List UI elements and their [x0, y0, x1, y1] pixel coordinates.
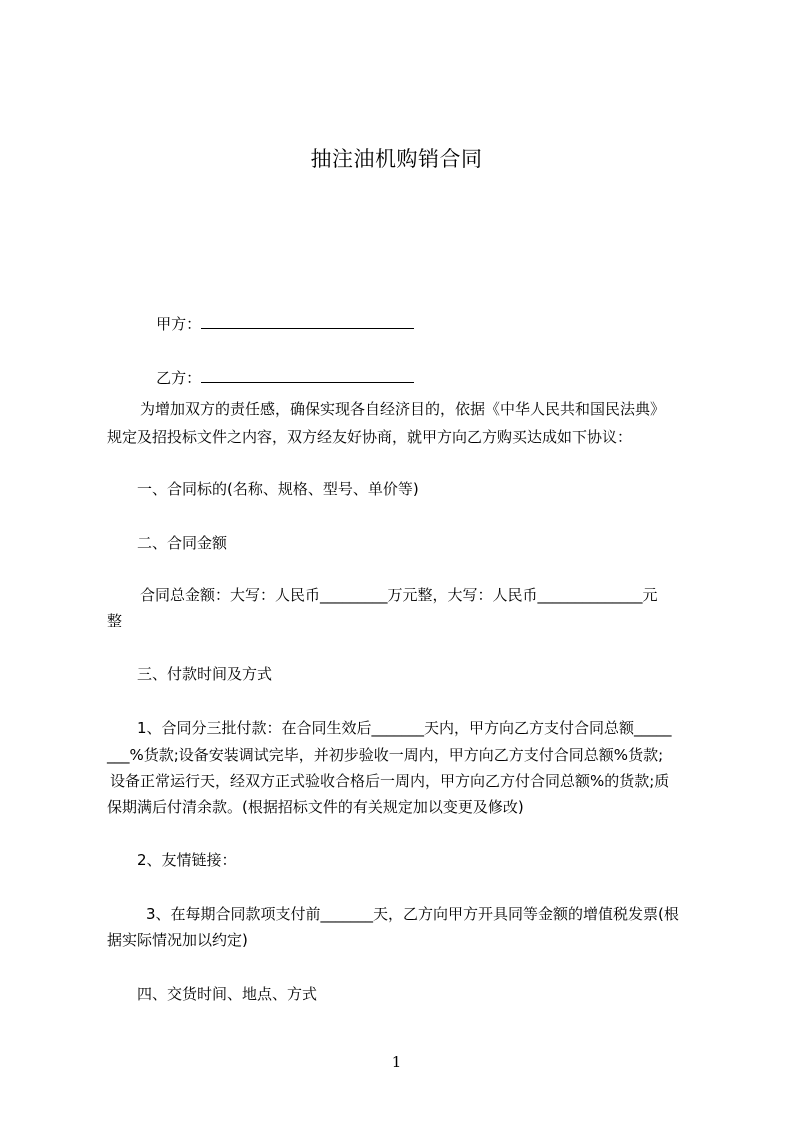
payment-line-3: 设备正常运行天，经双方正式验收合格后一周内，甲方向乙方付合同总额%的货款;质: [110, 772, 670, 790]
amount-line-2: 整: [107, 612, 123, 630]
section-1-heading: 一、合同标的(名称、规格、型号、单价等): [137, 480, 419, 498]
party-b-blank: [201, 366, 414, 383]
item-2-line: 2、友情链接：: [137, 851, 237, 869]
invoice-line-2: 据实际情况加以约定): [107, 931, 248, 949]
page-title: 抽注油机购销合同: [310, 147, 483, 171]
party-b-label: 乙方：: [156, 369, 202, 387]
payment-line-1: 1、合同分三批付款：在合同生效后_______天内，甲方向乙方支付合同总额_____: [137, 719, 672, 737]
preamble-line-2: 规定及招投标文件之内容，双方经友好协商，就甲方向乙方购买达成如下协议：: [107, 428, 633, 446]
party-a-label: 甲方：: [156, 315, 202, 333]
section-4-heading: 四、交货时间、地点、方式: [137, 985, 318, 1003]
payment-line-2: ___%货款;设备安装调试完毕，并初步验收一周内，甲方向乙方支付合同总额%货款;: [107, 746, 664, 764]
page-number: 1: [391, 1053, 402, 1071]
payment-line-4: 保期满后付清余款。(根据招标文件的有关规定加以变更及修改): [107, 798, 524, 816]
invoice-line-1: 3、在每期合同款项支付前_______天，乙方向甲方开具同等金额的增值税发票(根: [146, 905, 679, 923]
party-a-blank: [201, 312, 414, 329]
section-2-heading: 二、合同金额: [137, 534, 228, 552]
section-3-heading: 三、付款时间及方式: [137, 665, 273, 683]
amount-line-1: 合同总金额：大写：人民币_________万元整，大写：人民币______________元: [140, 586, 658, 604]
preamble-line-1: 为增加双方的责任感，确保实现各自经济目的，依据《中华人民共和国民法典》: [140, 400, 666, 418]
